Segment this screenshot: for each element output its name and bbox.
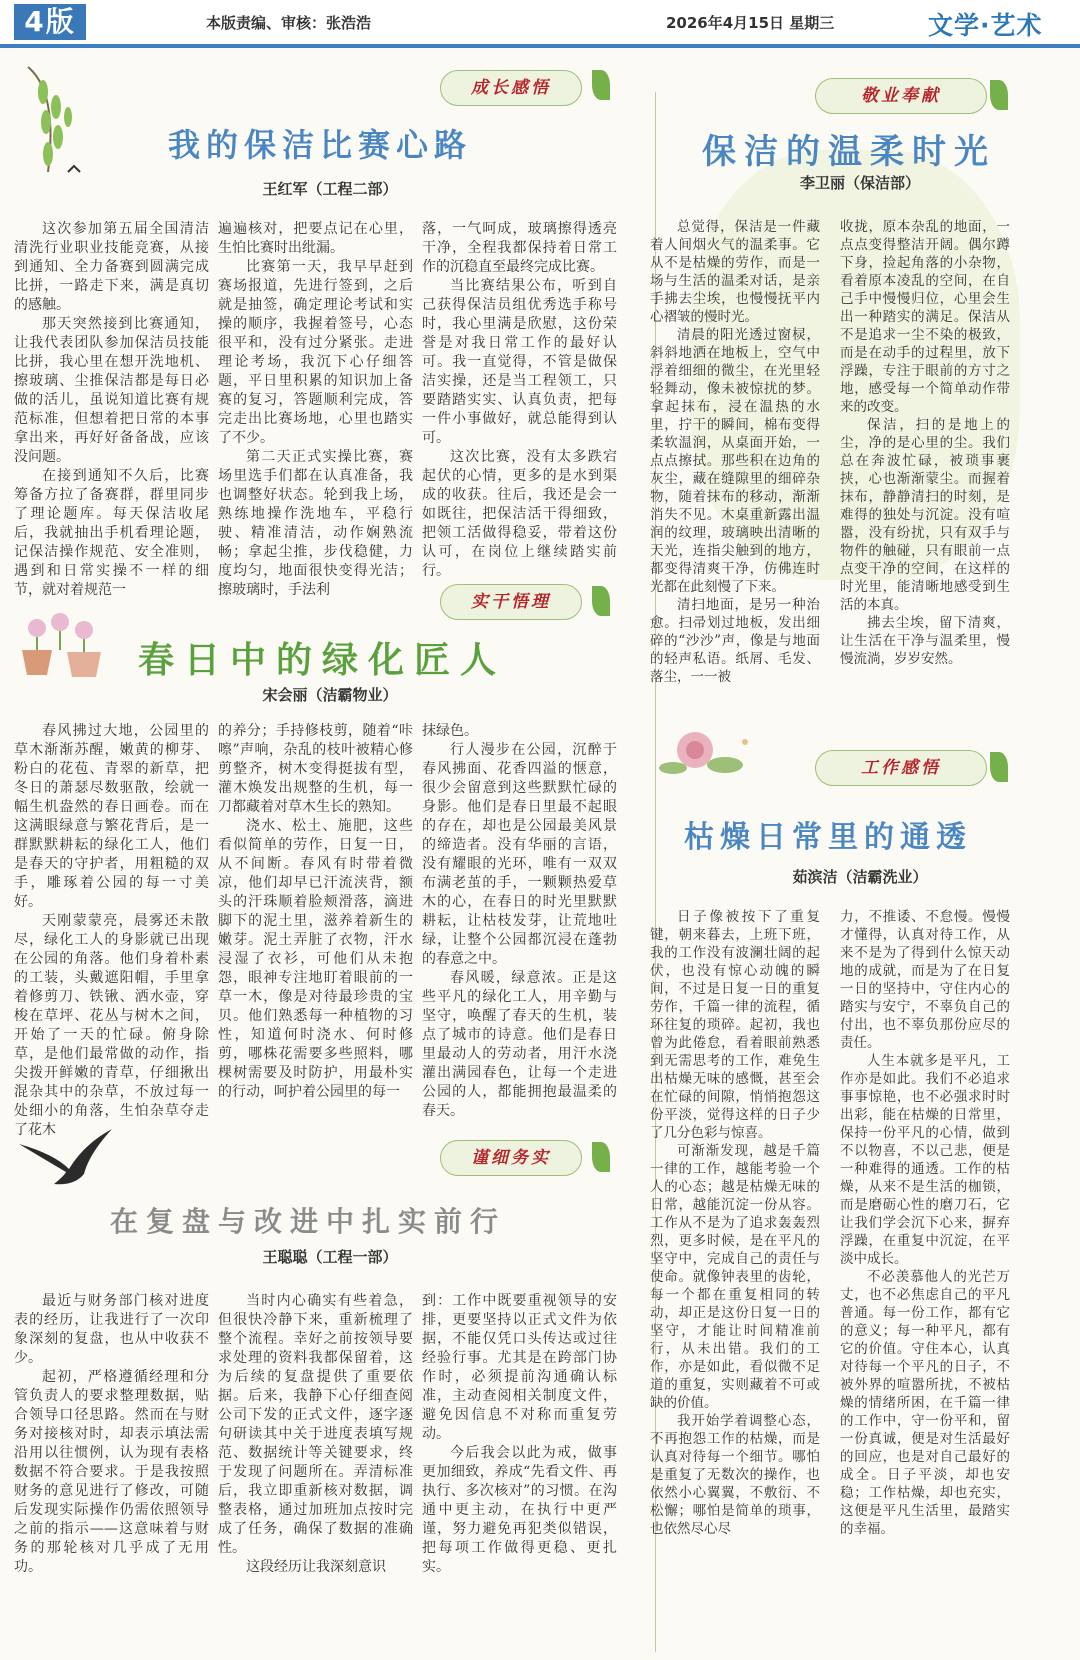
article-column: 到：工作中既要重视领导的安排，更要坚持以正式文件为依据，不能仅凭口头传达或过往经验行事。尤其是在跨部门协作时，必须提前沟通确认标准，主动查阅相关制度文件，避免因信息不对称而重复劳动。 今后我会以此为戒，做事更加细致，养成“先看文件、再执行、多次核对”的习惯。在沟通中更主动，在执行中更严谨，努力避免再犯类似错误，把每项工作做得更稳、更扎实。 bbox=[422, 1293, 617, 1575]
column-tag: 实干悟理 bbox=[440, 584, 582, 620]
leaf-icon bbox=[592, 70, 610, 100]
leaf-icon bbox=[990, 80, 1008, 110]
page-number: 4版 bbox=[14, 4, 86, 40]
article-byline: 李卫丽（保洁部） bbox=[799, 174, 920, 192]
swallow-icon bbox=[14, 1124, 114, 1194]
article-byline: 茹滨洁（洁霸洗业） bbox=[792, 868, 928, 886]
column-tag: 敬业奉献 bbox=[815, 78, 987, 114]
section-name: 文学·艺术 bbox=[928, 11, 1043, 40]
article-column: 当时内心确实有些着急，但很快冷静下来，重新梳理了整个流程。幸好之前按领导要求处理的资料我都保留着，这为后续的复盘提供了重要依据。后来，我静下心仔细查阅公司下发的正式文件，逐字逐句研读其中关于进度表填写规范、数据统计等关键要求，终于发现了问题所在。弄清标准后，我立即重新核对数据，调整表格，通过加班加点按时完成了任务，确保了数据的准确性。 这段经历让我深刻意识 bbox=[218, 1293, 413, 1575]
editor-credit: 本版责编、审核：张浩浩 bbox=[206, 14, 372, 32]
leaf-icon bbox=[592, 586, 610, 616]
masthead bbox=[0, 0, 1080, 46]
leaf-icon bbox=[592, 1142, 610, 1172]
masthead-rule bbox=[0, 44, 1080, 48]
article-column: 的养分；手持修枝剪，随着“咔嚓”声响，杂乱的枝叶被精心修剪整齐，树木变得挺拔有型，灌木焕发出规整的生机，每一刀都藏着对草木生长的熟知。 浇水、松土、施肥，这些看似简单的劳作，日复一日，从不间断。春风有时带着微凉，他们却早已汗流浃背，额头的汗珠顺着脸颊滑落，滴进脚下的泥土里，滋养着新生的嫩芽。泥土弄脏了衣物，汗水浸湿了衣衫，可他们从未抱怨，眼神专注地盯着眼前的一草一木，像是对待最珍贵的宝贝。他们熟悉每一种植物的习性，知道何时浇水、何时修剪，哪株花需要多些照料，哪棵树需要及时防护，用最朴实的行动，呵护着公园里的每一 bbox=[218, 723, 413, 1100]
willow-branch-icon bbox=[18, 62, 108, 182]
article-byline: 宋会丽（洁霸物业） bbox=[262, 686, 398, 704]
article-column: 收拢，原本杂乱的地面，一点点变得整洁开阔。偶尔蹲下身，捡起角落的小杂物，看着原本凌乱的空间，在自己手中慢慢归位，心里会生出一种踏实的满足。保洁从不是追求一尘不染的极致，而是在动手的过程里，放下浮躁，专注于眼前的方寸之地，感受每一个简单动作带来的改变。 保洁，扫的是地上的尘，净的是心里的尘。我们总在奔波忙碌，被琐事裹挟，心也渐渐蒙尘。而握着抹布，静静清扫的时刻，是难得的独处与沉淀。没有喧嚣，没有纷扰，只有双手与物件的触碰，只有眼前一点点变干净的空间，在这样的时光里，能清晰地感受到生活的本真。 拂去尘埃，留下清爽，让生活在干净与温柔里，慢慢流淌，岁岁安然。 bbox=[840, 219, 1010, 667]
column-tag: 工作感悟 bbox=[815, 750, 987, 786]
article-column: 力，不推诿、不怠慢。慢慢才懂得，认真对待工作，从来不是为了得到什么惊天动地的成就，而是为了在日复一日的坚持中，守住内心的踏实与安宁，不辜负自己的付出，也不辜负那份应尽的责任。 人生本就多是平凡，工作亦是如此。我们不必追求事事惊艳，也不必强求时时出彩，能在枯燥的日常里，保持一份平凡的心情，做到不以物喜，不以己悲，便是一种难得的通透。工作的枯燥，从来不是生活的枷锁，而是磨砺心性的磨刀石，它让我们学会沉下心来，摒弃浮躁，在重复中沉淀，在平淡中成长。 不必羡慕他人的光芒万丈，也不必焦虑自己的平凡普通。每一份工作，都有它的意义；每一种平凡，都有它的价值。守住本心，认真对待每一个平凡的日子，不被外界的喧嚣所扰，不被枯燥的情绪所困，在千篇一律的工作中，守一份平和，留一份真诚，便是对生活最好的回应，也是对自己最好的成全。日子平淡，却也安稳；工作枯燥，却也充实，这便是平凡生活里，最踏实的幸福。 bbox=[840, 909, 1010, 1537]
article-title: 春日中的绿化匠人 bbox=[138, 639, 507, 681]
article-column: 春风拂过大地，公园里的草木渐渐苏醒，嫩黄的柳芽、粉白的花苞、青翠的新草，把冬日的萧瑟尽数驱散，绘就一幅生机盎然的春日画卷。而在这满眼绿意与繁花背后，是一群默默耕耘的绿化工人，他们是春天的守护者，用粗糙的双手，雕琢着公园的每一寸美好。 天刚蒙蒙亮，晨雾还未散尽，绿化工人的身影就已出现在公园的角落。他们身着朴素的工装，头戴遮阳帽，手里拿着修剪刀、铁锹、洒水壶，穿梭在草坪、花丛与树木之间，开始了一天的忙碌。俯身除草，是他们最常做的动作，指尖拨开鲜嫩的青草，仔细揪出混杂其中的杂草，不放过每一处细小的角落，生怕杂草夺走了花木 bbox=[14, 723, 209, 1138]
article-title: 保洁的温柔时光 bbox=[702, 132, 996, 172]
article-column: 最近与财务部门核对进度表的经历，让我进行了一次印象深刻的复盘，也从中收获不少。 起初，严格遵循经理和分管负责人的要求整理数据，贴合领导口径思路。然而在与财务对接核对时，却表示填法需沿用以往惯例，认为现有表格数据不符合要求。于是我按照财务的意见进行了修改，可随后发现实际操作仍需依照领导之前的指示——这意味着与财务的那轮核对几乎成了无用功。 bbox=[14, 1293, 209, 1575]
issue-date: 2026年4月15日 星期三 bbox=[666, 14, 835, 32]
article-title: 在复盘与改进中扎实前行 bbox=[110, 1205, 507, 1238]
article-column: 遍遍核对，把要点记在心里，生怕比赛时出纰漏。 比赛第一天，我早早赶到赛场报道，先进行签到，之后就是抽签，确定理论考试和实操的顺序，我握着签号，心态很平和，没有过分紧张。走进理论考场，我沉下心仔细答题，平日里积累的知识加上备赛的复习，答题顺利完成，答完走出比赛场地，心里也踏实了不少。 第二天正式实操比赛，赛场里选手们都在认真准备，我也调整好状态。轮到我上场，熟练地操作洗地车，平稳行驶、精准清洁，动作娴熟流畅；拿起尘推，步伐稳健，力度均匀，地面很快变得光洁；擦玻璃时，手法利 bbox=[218, 221, 413, 598]
article-title: 枯燥日常里的通透 bbox=[684, 820, 972, 855]
column-tag: 成长感悟 bbox=[440, 70, 582, 106]
flower-pots-icon bbox=[12, 610, 112, 680]
article-column: 总觉得，保洁是一件藏着人间烟火气的温柔事。它从不是枯燥的劳作，而是一场与生活的温柔对话，是亲手拂去尘埃，也慢慢抚平内心褶皱的慢时光。 清晨的阳光透过窗棂，斜斜地洒在地板上，空气中浮着细细的微尘，在光里轻轻舞动，像未被惊扰的梦。拿起抹布，浸在温热的水里，拧干的瞬间，棉布变得柔软温润，从桌面开始，一点点擦拭。那些积在边角的灰尘，藏在缝隙里的细碎杂物，随着抹布的移动，渐渐消失不见。木桌重新露出温润的纹理，玻璃映出清晰的天光，连指尖触到的地方，都变得清爽干净，仿佛连时光都在此刻慢了下来。 清扫地面，是另一种治愈。扫帚划过地板，发出细碎的“沙沙”声，像是与地面的轻声私语。纸屑、毛发、落尘，一一被 bbox=[650, 219, 820, 685]
article-column: 抹绿色。 行人漫步在公园，沉醉于春风拂面、花香四溢的惬意，很少会留意到这些默默忙碌的身影。他们是春日里最不起眼的存在，却也是公园最美风景的缔造者。没有华丽的言语，没有耀眼的光环，唯有一双双布满老茧的手，一颗颗热爱草木的心，在春日的时光里默默耕耘，让枯枝发芽，让荒地吐绿，让整个公园都沉浸在蓬勃的春意之中。 春风暖，绿意浓。正是这些平凡的绿化工人，用辛勤与坚守，唤醒了春天的生机，装点了城市的诗意。他们是春日里最动人的劳动者，用汗水浇灌出满园春色，让每一个走进公园的人，都能拥抱最温柔的春天。 bbox=[422, 723, 617, 1119]
column-tag: 谨细务实 bbox=[440, 1140, 582, 1176]
leaf-icon bbox=[990, 752, 1008, 782]
article-column: 落，一气呵成，玻璃擦得透亮干净，全程我都保持着日常工作的沉稳直至最终完成比赛。 当比赛结果公布，听到自己获得保洁员组优秀选手称号时，我心里满是欣慰，这份荣誉是对我日常工作的最好认可。我一直觉得，不管是做保洁实操，还是当工程领工，只要踏踏实实、认真负责，把每一件小事做好，就总能得到认可。 这次比赛，没有太多跌宕起伏的心情，更多的是水到渠成的收获。往后，我还是会一如既往，把保洁活干得细致，把领工活做得稳妥，带着这份认可，在岗位上继续踏实前行。 bbox=[422, 221, 617, 579]
article-column: 这次参加第五届全国清洁清洗行业职业技能竞赛，从接到通知、全力备赛到圆满完成比拼，一路走下来，满是真切的感触。 那天突然接到比赛通知，让我代表团队参加保洁员技能比拼，我心里在想开洗地机、擦玻璃、尘推保洁都是每日必做的活儿，虽说知道比赛有规范标准，但想着把日常的本事拿出来，再好好备备战，应该没问题。 在接到通知不久后，比赛筹备方拉了备赛群，群里同步了理论题库。每天保洁收尾后，我就抽出手机看理论题，记保洁操作规范、安全准则，遇到和日常实操不一样的细节，就对着规范一 bbox=[14, 221, 209, 598]
rose-icon bbox=[655, 720, 765, 790]
article-column: 日子像被按下了重复键，朝来暮去，上班下班，我的工作没有波澜壮阔的起伏，也没有惊心动魄的瞬间，不过是日复一日的重复劳作，千篇一律的流程，循环往复的琐碎。起初，我也曾为此倦怠，看着眼前熟悉到无需思考的工作，难免生出枯燥无味的感慨，甚至会在忙碌的间隙，悄悄抱怨这份平淡，觉得这样的日子少了几分色彩与惊喜。 可渐渐发现，越是千篇一律的工作，越能考验一个人的心态；越是枯燥无味的日常，越能沉淀一份从容。工作从不是为了追求轰轰烈烈，更多时候，是在平凡的坚守中，完成自己的责任与使命。就像钟表里的齿轮，每一个都在重复相同的转动，却正是这份日复一日的坚守，才能让时间精准前行，从未出错。我们的工作，亦是如此，看似微不足道的重复，实则藏着不可或缺的价值。 我开始学着调整心态，不再抱怨工作的枯燥，而是认真对待每一个细节。哪怕是重复了无数次的操作，也依然小心翼翼，不敷衍、不松懈；哪怕是简单的琐事，也依然尽心尽 bbox=[650, 909, 820, 1537]
article-byline: 王红军（工程二部） bbox=[262, 180, 398, 198]
article-byline: 王聪聪（工程一部） bbox=[262, 1248, 398, 1266]
article-title: 我的保洁比赛心路 bbox=[168, 126, 473, 164]
